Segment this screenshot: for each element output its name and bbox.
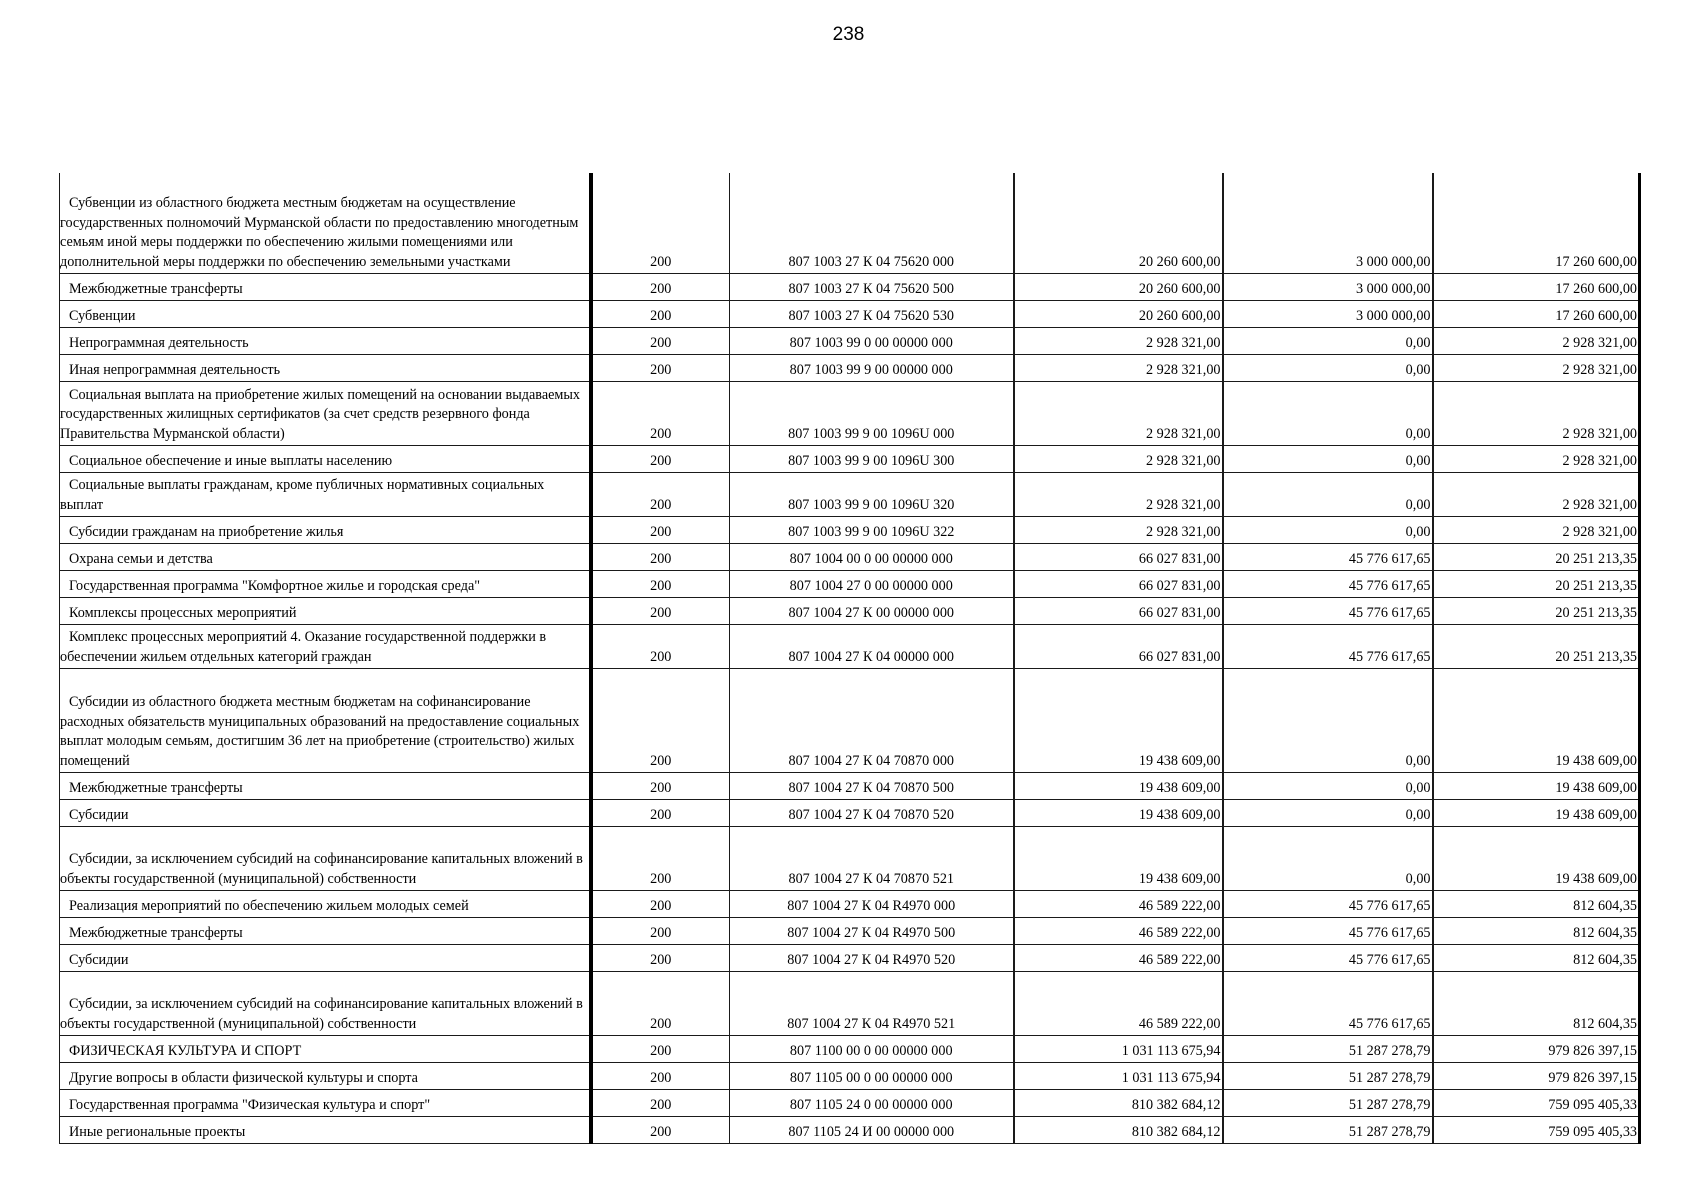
row-amount-cell: 2 928 321,00 [1014, 517, 1223, 544]
row-amount-cell: 20 260 600,00 [1014, 301, 1223, 328]
row-amount-cell: 20 260 600,00 [1014, 274, 1223, 301]
row-name-cell: Государственная программа "Физическая культура и спорт" [60, 1090, 591, 1117]
row-classification-cell: 807 1004 27 К 04 R4970 521 [730, 972, 1014, 1036]
table-row [60, 274, 1640, 301]
row-amount-cell: 46 589 222,00 [1014, 945, 1223, 972]
row-classification-cell: 807 1003 99 9 00 00000 000 [730, 355, 1014, 382]
row-name-cell: Социальное обеспечение и иные выплаты населению [60, 446, 591, 473]
row-name-cell: Комплексы процессных мероприятий [60, 598, 591, 625]
row-amount-cell: 46 589 222,00 [1014, 891, 1223, 918]
row-amount-cell: 0,00 [1223, 382, 1433, 446]
row-amount-cell: 812 604,35 [1433, 945, 1640, 972]
row-amount-cell: 0,00 [1223, 355, 1433, 382]
row-classification-cell: 807 1004 27 К 04 00000 000 [730, 625, 1014, 669]
table-row [60, 669, 1640, 773]
row-amount-cell: 19 438 609,00 [1014, 827, 1223, 891]
row-amount-cell: 17 260 600,00 [1433, 173, 1640, 274]
row-amount-cell: 51 287 278,79 [1223, 1063, 1433, 1090]
table-row [60, 972, 1640, 1036]
row-amount-cell: 0,00 [1223, 669, 1433, 773]
row-amount-cell: 51 287 278,79 [1223, 1036, 1433, 1063]
row-classification-cell: 807 1003 27 К 04 75620 530 [730, 301, 1014, 328]
row-amount-cell: 2 928 321,00 [1014, 446, 1223, 473]
row-amount-cell: 2 928 321,00 [1014, 355, 1223, 382]
row-name-cell: Иная непрограммная деятельность [60, 355, 591, 382]
row-amount-cell: 2 928 321,00 [1014, 382, 1223, 446]
row-amount-cell: 45 776 617,65 [1223, 945, 1433, 972]
row-amount-cell: 66 027 831,00 [1014, 598, 1223, 625]
row-amount-cell: 19 438 609,00 [1433, 773, 1640, 800]
row-amount-cell: 759 095 405,33 [1433, 1117, 1640, 1144]
row-amount-cell: 979 826 397,15 [1433, 1036, 1640, 1063]
row-name-cell: Субвенции из областного бюджета местным бюджетам на осуществление государственных полномочий Мурманской области по предоставлению многодетным семьям иной меры поддержки по обеспечению жилыми помещениями или дополнительной меры поддержки по обеспечению земельными участками [60, 173, 591, 274]
row-name-cell: Непрограммная деятельность [60, 328, 591, 355]
row-classification-cell: 807 1105 24 И 00 00000 000 [730, 1117, 1014, 1144]
table-row [60, 773, 1640, 800]
row-classification-cell: 807 1004 27 К 04 70870 521 [730, 827, 1014, 891]
row-name-cell: Субсидии из областного бюджета местным бюджетам на софинансирование расходных обязательств муниципальных образований на предоставление социальных выплат молодым семьям, достигшим 36 лет на приобретение (строительство) жилых помещений [60, 669, 591, 773]
row-amount-cell: 2 928 321,00 [1433, 355, 1640, 382]
row-amount-cell: 17 260 600,00 [1433, 301, 1640, 328]
row-amount-cell: 810 382 684,12 [1014, 1090, 1223, 1117]
table-row [60, 945, 1640, 972]
row-name-cell: Социальная выплата на приобретение жилых помещений на основании выдаваемых государственных жилищных сертификатов (за счет средств резервного фонда Правительства Мурманской области) [60, 382, 591, 446]
row-classification-cell: 807 1003 27 К 04 75620 500 [730, 274, 1014, 301]
table-row [60, 918, 1640, 945]
row-name-cell: Государственная программа "Комфортное жилье и городская среда" [60, 571, 591, 598]
table-row [60, 625, 1640, 669]
row-amount-cell: 45 776 617,65 [1223, 918, 1433, 945]
row-amount-cell: 46 589 222,00 [1014, 972, 1223, 1036]
table-row [60, 1063, 1640, 1090]
row-classification-cell: 807 1004 27 К 04 70870 520 [730, 800, 1014, 827]
row-amount-cell: 810 382 684,12 [1014, 1117, 1223, 1144]
table-row [60, 800, 1640, 827]
table-row [60, 571, 1640, 598]
table-row [60, 891, 1640, 918]
row-amount-cell: 1 031 113 675,94 [1014, 1036, 1223, 1063]
row-amount-cell: 0,00 [1223, 328, 1433, 355]
row-amount-cell: 3 000 000,00 [1223, 173, 1433, 274]
row-amount-cell: 2 928 321,00 [1014, 473, 1223, 517]
row-name-cell: Реализация мероприятий по обеспечению жильем молодых семей [60, 891, 591, 918]
row-classification-cell: 807 1100 00 0 00 00000 000 [730, 1036, 1014, 1063]
row-name-cell: Комплекс процессных мероприятий 4. Оказание государственной поддержки в обеспечении жильем отдельных категорий граждан [60, 625, 591, 669]
row-name-cell: Иные региональные проекты [60, 1117, 591, 1144]
row-amount-cell: 3 000 000,00 [1223, 274, 1433, 301]
row-amount-cell: 20 251 213,35 [1433, 625, 1640, 669]
table-row [60, 173, 1640, 274]
row-amount-cell: 45 776 617,65 [1223, 544, 1433, 571]
row-amount-cell: 51 287 278,79 [1223, 1117, 1433, 1144]
row-name-cell: Субсидии [60, 945, 591, 972]
row-name-cell: Межбюджетные трансферты [60, 918, 591, 945]
row-amount-cell: 1 031 113 675,94 [1014, 1063, 1223, 1090]
row-amount-cell: 812 604,35 [1433, 918, 1640, 945]
row-classification-cell: 807 1004 27 К 04 R4970 000 [730, 891, 1014, 918]
row-code-cell: 200 [591, 891, 730, 918]
table-row [60, 1036, 1640, 1063]
row-amount-cell: 66 027 831,00 [1014, 571, 1223, 598]
row-amount-cell: 45 776 617,65 [1223, 972, 1433, 1036]
table-row [60, 473, 1640, 517]
table-row [60, 446, 1640, 473]
row-name-cell: Субсидии [60, 800, 591, 827]
row-amount-cell: 45 776 617,65 [1223, 891, 1433, 918]
row-amount-cell: 17 260 600,00 [1433, 274, 1640, 301]
row-classification-cell: 807 1003 99 0 00 00000 000 [730, 328, 1014, 355]
row-code-cell: 200 [591, 972, 730, 1036]
table-row [60, 382, 1640, 446]
row-classification-cell: 807 1003 99 9 00 1096U 000 [730, 382, 1014, 446]
row-amount-cell: 45 776 617,65 [1223, 625, 1433, 669]
row-code-cell: 200 [591, 355, 730, 382]
row-amount-cell: 2 928 321,00 [1014, 328, 1223, 355]
row-name-cell: Межбюджетные трансферты [60, 274, 591, 301]
row-code-cell: 200 [591, 669, 730, 773]
row-amount-cell: 46 589 222,00 [1014, 918, 1223, 945]
row-amount-cell: 0,00 [1223, 827, 1433, 891]
table-row [60, 827, 1640, 891]
row-classification-cell: 807 1004 27 К 04 R4970 500 [730, 918, 1014, 945]
row-amount-cell: 2 928 321,00 [1433, 473, 1640, 517]
row-code-cell: 200 [591, 800, 730, 827]
row-amount-cell: 19 438 609,00 [1433, 827, 1640, 891]
row-classification-cell: 807 1004 27 К 04 70870 500 [730, 773, 1014, 800]
row-code-cell: 200 [591, 301, 730, 328]
row-classification-cell: 807 1004 27 К 04 70870 000 [730, 669, 1014, 773]
row-amount-cell: 0,00 [1223, 446, 1433, 473]
row-amount-cell: 20 251 213,35 [1433, 544, 1640, 571]
row-name-cell: Субсидии, за исключением субсидий на софинансирование капитальных вложений в объекты государственной (муниципальной) собственности [60, 827, 591, 891]
row-amount-cell: 19 438 609,00 [1014, 773, 1223, 800]
row-code-cell: 200 [591, 1090, 730, 1117]
row-code-cell: 200 [591, 625, 730, 669]
row-amount-cell: 20 251 213,35 [1433, 571, 1640, 598]
row-amount-cell: 66 027 831,00 [1014, 544, 1223, 571]
row-amount-cell: 19 438 609,00 [1014, 800, 1223, 827]
row-amount-cell: 20 260 600,00 [1014, 173, 1223, 274]
row-amount-cell: 19 438 609,00 [1433, 800, 1640, 827]
row-code-cell: 200 [591, 773, 730, 800]
row-code-cell: 200 [591, 1063, 730, 1090]
row-classification-cell: 807 1004 27 К 04 R4970 520 [730, 945, 1014, 972]
row-code-cell: 200 [591, 827, 730, 891]
budget-table [59, 173, 1641, 1144]
row-amount-cell: 979 826 397,15 [1433, 1063, 1640, 1090]
table-row [60, 517, 1640, 544]
row-amount-cell: 66 027 831,00 [1014, 625, 1223, 669]
row-name-cell: Субсидии, за исключением субсидий на софинансирование капитальных вложений в объекты государственной (муниципальной) собственности [60, 972, 591, 1036]
page-number: 238 [832, 24, 865, 45]
row-amount-cell: 812 604,35 [1433, 972, 1640, 1036]
row-code-cell: 200 [591, 173, 730, 274]
row-code-cell: 200 [591, 517, 730, 544]
table-row [60, 598, 1640, 625]
row-amount-cell: 3 000 000,00 [1223, 301, 1433, 328]
row-amount-cell: 45 776 617,65 [1223, 598, 1433, 625]
row-amount-cell: 2 928 321,00 [1433, 446, 1640, 473]
row-amount-cell: 0,00 [1223, 517, 1433, 544]
row-code-cell: 200 [591, 945, 730, 972]
row-amount-cell: 0,00 [1223, 773, 1433, 800]
row-code-cell: 200 [591, 571, 730, 598]
row-amount-cell: 812 604,35 [1433, 891, 1640, 918]
row-code-cell: 200 [591, 473, 730, 517]
row-code-cell: 200 [591, 1117, 730, 1144]
row-classification-cell: 807 1003 99 9 00 1096U 320 [730, 473, 1014, 517]
row-classification-cell: 807 1105 24 0 00 00000 000 [730, 1090, 1014, 1117]
row-amount-cell: 2 928 321,00 [1433, 382, 1640, 446]
row-amount-cell: 19 438 609,00 [1433, 669, 1640, 773]
row-code-cell: 200 [591, 544, 730, 571]
row-code-cell: 200 [591, 598, 730, 625]
row-amount-cell: 20 251 213,35 [1433, 598, 1640, 625]
budget-table-body [60, 173, 1640, 1144]
row-name-cell: Охрана семьи и детства [60, 544, 591, 571]
row-amount-cell: 0,00 [1223, 800, 1433, 827]
row-code-cell: 200 [591, 446, 730, 473]
row-code-cell: 200 [591, 274, 730, 301]
row-code-cell: 200 [591, 1036, 730, 1063]
row-code-cell: 200 [591, 382, 730, 446]
row-name-cell: ФИЗИЧЕСКАЯ КУЛЬТУРА И СПОРТ [60, 1036, 591, 1063]
row-amount-cell: 19 438 609,00 [1014, 669, 1223, 773]
row-amount-cell: 759 095 405,33 [1433, 1090, 1640, 1117]
row-code-cell: 200 [591, 918, 730, 945]
table-row [60, 544, 1640, 571]
table-row [60, 301, 1640, 328]
row-classification-cell: 807 1003 99 9 00 1096U 300 [730, 446, 1014, 473]
row-classification-cell: 807 1003 27 К 04 75620 000 [730, 173, 1014, 274]
table-row [60, 328, 1640, 355]
row-classification-cell: 807 1004 27 0 00 00000 000 [730, 571, 1014, 598]
row-amount-cell: 2 928 321,00 [1433, 328, 1640, 355]
row-name-cell: Субвенции [60, 301, 591, 328]
row-name-cell: Другие вопросы в области физической культуры и спорта [60, 1063, 591, 1090]
row-name-cell: Социальные выплаты гражданам, кроме публичных нормативных социальных выплат [60, 473, 591, 517]
row-classification-cell: 807 1004 00 0 00 00000 000 [730, 544, 1014, 571]
row-classification-cell: 807 1004 27 К 00 00000 000 [730, 598, 1014, 625]
row-amount-cell: 51 287 278,79 [1223, 1090, 1433, 1117]
row-amount-cell: 45 776 617,65 [1223, 571, 1433, 598]
table-row [60, 1090, 1640, 1117]
row-classification-cell: 807 1003 99 9 00 1096U 322 [730, 517, 1014, 544]
row-name-cell: Межбюджетные трансферты [60, 773, 591, 800]
row-code-cell: 200 [591, 328, 730, 355]
row-name-cell: Субсидии гражданам на приобретение жилья [60, 517, 591, 544]
row-amount-cell: 2 928 321,00 [1433, 517, 1640, 544]
row-amount-cell: 0,00 [1223, 473, 1433, 517]
table-row [60, 1117, 1640, 1144]
row-classification-cell: 807 1105 00 0 00 00000 000 [730, 1063, 1014, 1090]
table-row [60, 355, 1640, 382]
